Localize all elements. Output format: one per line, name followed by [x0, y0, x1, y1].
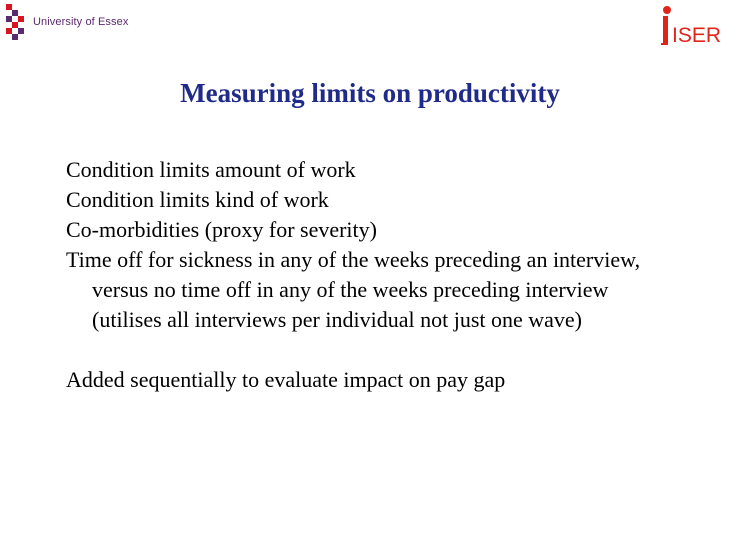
essex-squares-icon [6, 4, 30, 44]
slide-body [66, 155, 676, 395]
slide-title: Measuring limits on productivity [180, 78, 560, 108]
university-logo-text: University of Essex [33, 16, 129, 28]
bullet-item: Time off for sickness in any of the weeks preceding an interview, versus no time off in any of the weeks preceding interview (utilises all interviews per individual not just one wave) [66, 247, 641, 332]
bullet-item: Co-morbidities (proxy for severity) [66, 217, 377, 242]
bullet-item: Added sequentially to evaluate impact on pay gap [66, 367, 506, 392]
iser-logo [658, 4, 722, 48]
iser-logo-text: ISER [672, 24, 722, 47]
iser-i-stem-icon [663, 16, 668, 44]
university-of-essex-logo [6, 4, 146, 44]
bullet-item: Condition limits amount of work [66, 157, 356, 182]
iser-dot-icon [663, 6, 671, 14]
bullet-item: Condition limits kind of work [66, 187, 329, 212]
